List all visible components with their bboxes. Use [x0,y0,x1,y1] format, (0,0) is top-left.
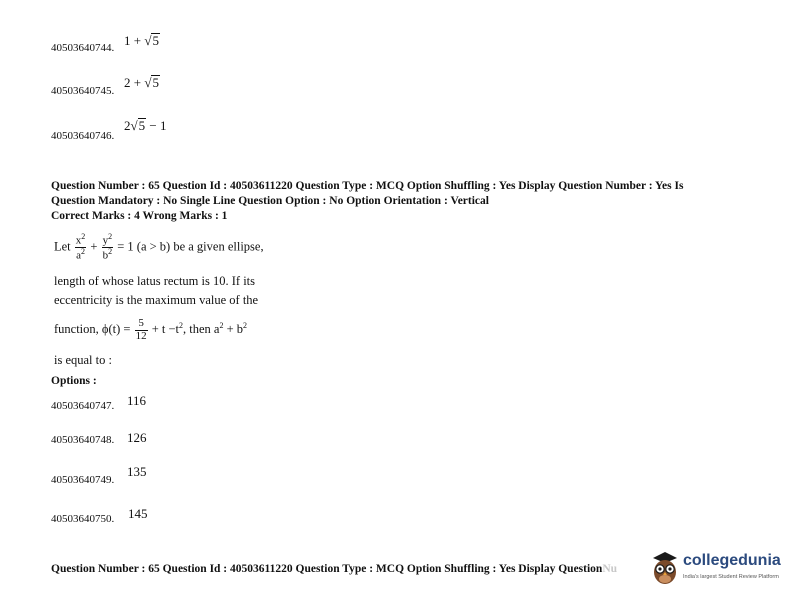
option-value-2root5-minus-1 [124,118,166,134]
root-radicand: 5 [152,75,159,90]
root-sign: √ [130,118,138,133]
question-meta-line-1: Question Number : 65 Question Id : 40503611220 Question Type : MCQ Option Shuffling : Yes Display Question Number : Yes Is [51,180,684,192]
root-sign: √ [144,33,152,48]
option-value-135: 135 [127,464,147,479]
plus-sign: + [90,239,98,254]
fraction-denominator: $a^2$ [76,247,85,262]
fraction-x2-over-a2 [75,233,87,262]
collegedunia-tagline: India's largest Student Review Platform [683,574,779,580]
question-text-line-2: length of whose latus rectum is 10. If its [54,274,256,288]
expr-part: 1 + [124,33,145,48]
collegedunia-wordmark: collegedunia [683,552,781,569]
options-label: Options : [51,375,97,387]
question-text-line-5: is equal to : [54,353,112,367]
expr-part: − 1 [146,118,167,133]
option-id-40503640750: 40503640750. [51,513,115,525]
root-radicand: 5 [138,118,146,133]
option-id-40503640748: 40503640748. [51,434,115,446]
option-id-40503640746: 40503640746. [51,130,115,142]
mascot-owl-icon [647,548,683,588]
fraction-denominator: 12 [135,329,147,342]
fraction-numerator: $y^2$ [102,232,113,247]
fraction-numerator: 5 [135,318,148,331]
question-text-line-4 [54,318,247,342]
next-question-meta-text: Question Number : 65 Question Id : 40503611220 Question Type : MCQ Option Shuffling : Yes Display Question [51,563,603,575]
expr-part: 2 + [124,75,145,90]
option-id-40503640747: 40503640747. [51,400,115,412]
option-id-40503640744: 40503640744. [51,42,115,54]
question-marks: Correct Marks : 4 Wrong Marks : 1 [51,210,228,222]
next-question-meta-line [51,563,617,575]
option-id-40503640745: 40503640745. [51,85,115,97]
collegedunia-logo [647,548,789,590]
expr-part: 2 [124,118,131,133]
fraction-y2-over-b2 [102,233,114,262]
option-value-1-plus-root5 [124,33,160,49]
fraction-denominator: $b^2$ [102,247,113,262]
option-value-145: 145 [128,506,148,521]
root-sign: √ [144,75,152,90]
then-clause: , then $a^2 + b^2$ [183,320,248,336]
function-rest: + $t -t^2$ [151,320,184,336]
fraction-5-over-12 [135,318,148,342]
let-word: Let [54,239,71,254]
option-value-2-plus-root5 [124,75,160,91]
question-meta-line-2: Question Mandatory : No Single Line Question Option : No Option Orientation : Vertical [51,195,489,207]
function-definition: function, ϕ(t) = [54,321,131,336]
question-text-line-3: eccentricity is the maximum value of the [54,293,259,307]
option-id-40503640749: 40503640749. [51,474,115,486]
option-value-116: 116 [127,393,147,408]
ellipse-condition: = 1 (a > b) be a given ellipse, [117,239,264,254]
next-question-cut-text: Nu [602,563,618,575]
fraction-numerator: $x^2$ [75,232,86,247]
option-value-126: 126 [127,430,147,445]
question-text-line-1 [54,233,264,262]
root-radicand: 5 [152,33,159,48]
